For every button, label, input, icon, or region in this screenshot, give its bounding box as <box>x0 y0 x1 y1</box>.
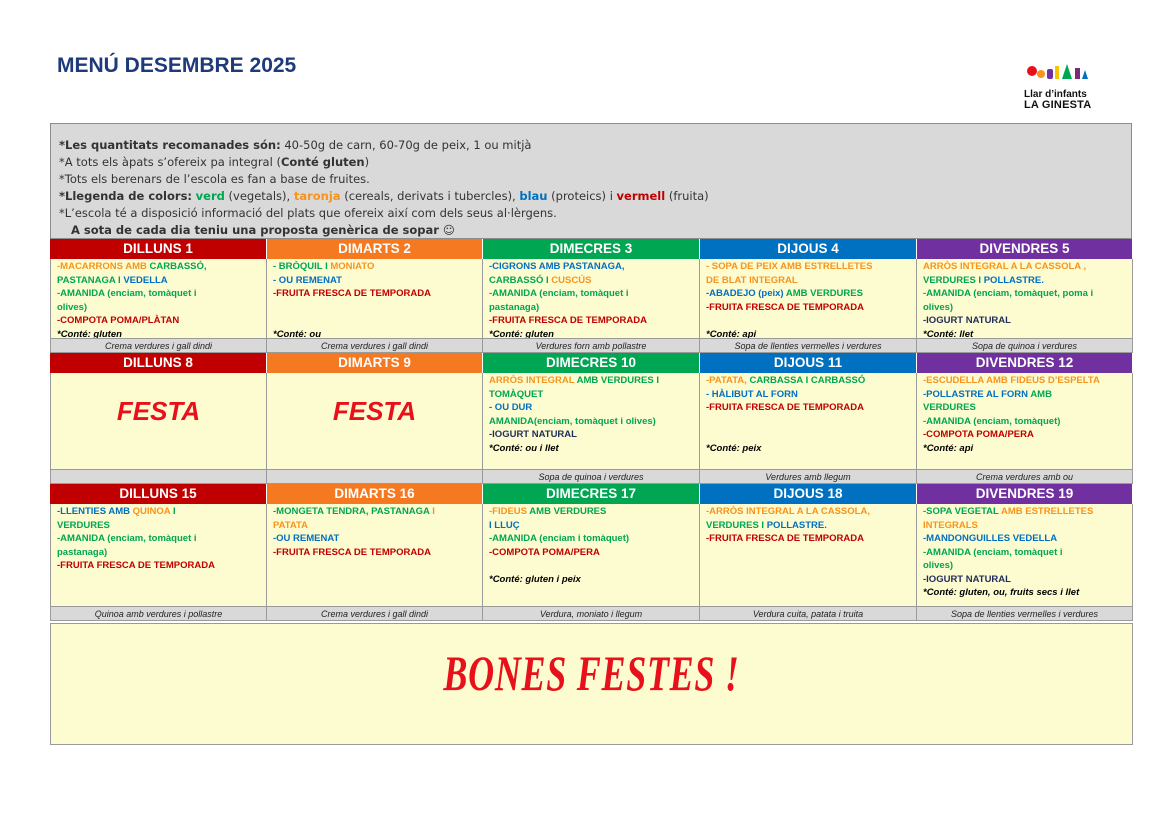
menu-text: -AMANIDA (enciam i tomàquet) <box>489 533 630 544</box>
menu-line <box>706 314 910 328</box>
menu-text: VERDURES <box>57 519 110 531</box>
note-snacks: *Tots els berenars de l’escola es fan a base de fruites. <box>59 172 370 186</box>
menu-text: -AMANIDA (enciam, tomàquet i <box>57 288 197 299</box>
menu-line <box>489 505 693 519</box>
day-header: DIJOUS 4 <box>700 239 917 259</box>
menu-line <box>706 415 910 429</box>
week-menu-row <box>50 504 1133 607</box>
menu-text: -COMPOTA POMA/PERA <box>923 429 1034 440</box>
menu-text: CARBASSÓ I <box>489 274 552 286</box>
menu-text: CARBASSA I CARBASSÓ <box>749 375 866 386</box>
menu-line <box>273 301 476 315</box>
menu-line <box>489 519 693 533</box>
menu-line <box>489 388 693 402</box>
menu-text: -CIGRONS AMB PASTANAGA, <box>489 261 625 272</box>
day-header: DILLUNS 15 <box>50 484 267 504</box>
menu-line <box>706 401 910 415</box>
menu-line <box>923 388 1126 402</box>
holiday-cell: FESTA <box>267 373 483 470</box>
menu-text: -ESCUDELLA AMB FIDEUS D’ESPELTA <box>923 375 1100 386</box>
allergen-note: *Conté: peix <box>706 442 762 454</box>
menu-text: PASTANAGA I <box>57 274 124 286</box>
allergen-note: *Conté: llet <box>923 328 974 339</box>
menu-text: -LLENTIES AMB <box>57 506 133 517</box>
supper-suggestion: Crema verdures i gall dindi <box>267 607 483 621</box>
menu-line <box>489 428 693 442</box>
menu-text: -AMANIDA (enciam, tomàquet, poma i <box>923 288 1094 299</box>
menu-text: AMB VERDURES <box>785 288 863 299</box>
menu-text: VERDURES <box>923 402 976 413</box>
logo-line1: Llar d’infants <box>1024 89 1087 100</box>
day-header: DIVENDRES 12 <box>917 353 1133 373</box>
menu-text: VERDURES I <box>706 519 767 531</box>
menu-text: INTEGRALS <box>923 519 978 531</box>
menu-line <box>489 260 693 274</box>
menu-text: CARBASSÓ, <box>149 261 207 272</box>
menu-text: POLLASTRE. <box>766 519 827 531</box>
note-quantities: *Les quantitats recomanades són: 40-50g de carn, 60-70g de peix, 1 ou mitjà <box>59 138 532 152</box>
menu-line <box>923 401 1126 415</box>
menu-text: olives) <box>923 560 954 571</box>
menu-text: PATATA <box>273 519 308 531</box>
menu-text: TOMÀQUET <box>489 388 544 400</box>
note-allergens: *L’escola té a disposició informació del plats que ofereix així com dels seus al·lèrgens. <box>59 206 557 220</box>
menu-text: AMB VERDURES <box>529 506 607 517</box>
day-header: DIJOUS 11 <box>700 353 917 373</box>
day-header: DIMARTS 9 <box>267 353 483 373</box>
menu-text: -ARRÒS INTEGRAL A LA CASSOLA, <box>706 506 870 517</box>
menu-line <box>706 287 910 301</box>
menu-line <box>273 274 476 288</box>
note-dinner: A sota de cada dia teniu una proposta genèrica de sopar ☺ <box>71 223 455 237</box>
day-menu-cell <box>483 504 700 607</box>
menu-line <box>57 260 260 274</box>
menu-text: -IOGURT NATURAL <box>923 573 1011 585</box>
menu-line <box>57 314 260 328</box>
menu-line <box>273 260 476 274</box>
menu-text: -COMPOTA POMA/PLÀTAN <box>57 315 180 326</box>
day-menu-cell <box>700 373 917 470</box>
menu-text: VERDURES I <box>923 274 984 286</box>
menu-line <box>923 519 1126 533</box>
menu-text: -POLLASTRE AL FORN <box>923 388 1031 400</box>
menu-text: -MACARRONS AMB <box>57 261 150 272</box>
supper-row <box>50 607 1133 621</box>
menu-text: -ABADEJO (peix) <box>706 288 786 299</box>
menu-line <box>706 388 910 402</box>
supper-suggestion <box>50 470 267 484</box>
menu-text: -FIDEUS <box>489 506 530 517</box>
supper-suggestion <box>267 470 483 484</box>
supper-suggestion: Quinoa amb verdures i pollastre <box>50 607 267 621</box>
menu-text: - OU DUR <box>489 402 533 413</box>
supper-suggestion: Verdures forn amb pollastre <box>483 339 700 353</box>
menu-line <box>923 260 1126 274</box>
menu-line <box>923 374 1126 388</box>
menu-text: -IOGURT NATURAL <box>489 429 577 440</box>
menu-text: -PATATA, <box>706 375 750 386</box>
menu-line <box>923 274 1126 288</box>
school-logo <box>1022 60 1112 90</box>
menu-text: -AMANIDA (enciam, tomàquet i <box>923 546 1063 558</box>
menu-line <box>489 546 693 560</box>
menu-line <box>706 428 910 442</box>
menu-line <box>273 314 476 328</box>
menu-line <box>923 301 1126 315</box>
menu-line <box>706 301 910 315</box>
menu-text: -IOGURT NATURAL <box>923 315 1011 326</box>
menu-line <box>923 287 1126 301</box>
day-header: DIMECRES 17 <box>483 484 700 504</box>
week-menu-row <box>50 259 1133 339</box>
day-header: DIMARTS 16 <box>267 484 483 504</box>
menu-text: ARRÒS INTEGRAL <box>489 375 577 386</box>
day-header: DIMECRES 10 <box>483 353 700 373</box>
supper-row <box>50 339 1133 353</box>
note-legend: *Llegenda de colors: verd (vegetals), taronja (cereals, derivats i tubercles), blau (proteics) i vermell (fruita) <box>59 189 709 203</box>
day-header: DILLUNS 8 <box>50 353 267 373</box>
menu-line <box>57 519 260 533</box>
menu-line <box>489 415 693 429</box>
menu-text: AMB VERDURES I <box>576 375 659 386</box>
menu-text: -FRUITA FRESCA DE TEMPORADA <box>273 288 431 299</box>
menu-line <box>923 559 1126 573</box>
menu-line <box>706 532 910 546</box>
menu-text: ARRÒS INTEGRAL A LA CASSOLA , <box>923 261 1087 272</box>
day-header: DIVENDRES 5 <box>917 239 1133 259</box>
supper-row <box>50 470 1133 484</box>
supper-suggestion: Sopa de llenties vermelles i verdures <box>917 607 1133 621</box>
menu-line <box>273 546 476 560</box>
day-header: DILLUNS 1 <box>50 239 267 259</box>
day-menu-cell <box>917 373 1133 470</box>
menu-line <box>57 532 260 546</box>
day-menu-cell <box>50 259 267 339</box>
day-menu-cell <box>700 259 917 339</box>
bones-festes-text: BONES FESTES ! <box>443 645 740 701</box>
supper-suggestion: Sopa de quinoa i verdures <box>917 339 1133 353</box>
menu-line <box>57 274 260 288</box>
menu-line <box>706 519 910 533</box>
menu-text: AMANIDA(enciam, tomàquet i olives) <box>489 415 656 427</box>
menu-text: I LLUÇ <box>489 519 520 531</box>
menu-line <box>57 301 260 315</box>
menu-text: pastanaga) <box>489 301 540 313</box>
menu-text: -COMPOTA POMA/PERA <box>489 546 600 558</box>
school-logo-text <box>1024 89 1091 111</box>
menu-text: VEDELLA <box>123 274 168 286</box>
allergen-note: *Conté: api <box>923 442 974 454</box>
day-header: DIJOUS 18 <box>700 484 917 504</box>
menu-text: I <box>172 506 176 517</box>
supper-suggestion: Sopa de llenties vermelles i verdures <box>700 339 917 353</box>
menu-line <box>923 573 1126 587</box>
note-bread: *A tots els àpats s’ofereix pa integral (Conté gluten) <box>59 155 370 169</box>
menu-text: olives) <box>923 301 954 313</box>
allergen-note: *Conté: gluten <box>57 328 122 339</box>
menu-text: CUSCÚS <box>551 274 592 286</box>
menu-text: -AMANIDA (enciam, tomàquet) <box>923 415 1061 427</box>
logo-line2: LA GINESTA <box>1024 99 1092 111</box>
menu-text: pastanaga) <box>57 546 108 558</box>
menu-line <box>706 260 910 274</box>
menu-line <box>57 559 260 573</box>
supper-suggestion: Crema verdures i gall dindi <box>50 339 267 353</box>
day-menu-cell <box>483 259 700 339</box>
menu-line <box>57 287 260 301</box>
menu-text: AMB <box>1030 388 1052 400</box>
menu-text: - OU REMENAT <box>273 274 342 286</box>
week-header-row <box>50 353 1133 373</box>
supper-suggestion: Verdures amb llegum <box>700 470 917 484</box>
footer-banner <box>50 623 1133 745</box>
menu-line <box>706 374 910 388</box>
menu-text: -MONGETA TENDRA, PASTANAGA <box>273 506 433 517</box>
menu-text: - SOPA DE PEIX AMB ESTRELLETES <box>706 261 873 272</box>
menu-line <box>57 505 260 519</box>
week-header-row <box>50 239 1133 259</box>
menu-text: - HÀLIBUT AL FORN <box>706 388 798 400</box>
allergen-note: *Conté: ou <box>273 328 322 339</box>
allergen-note: *Conté: gluten, ou, fruits secs i llet <box>923 587 1080 598</box>
menu-line <box>706 546 910 560</box>
supper-suggestion: Verdura, moniato i llegum <box>483 607 700 621</box>
menu-line <box>489 314 693 328</box>
menu-text: -FRUITA FRESCA DE TEMPORADA <box>706 301 864 313</box>
menu-text: -FRUITA FRESCA DE TEMPORADA <box>273 546 431 558</box>
day-menu-cell <box>917 259 1133 339</box>
menu-line <box>489 559 693 573</box>
menu-line <box>923 546 1126 560</box>
menu-text: DE BLAT INTEGRAL <box>706 274 798 286</box>
day-header: DIVENDRES 19 <box>917 484 1133 504</box>
menu-text: -FRUITA FRESCA DE TEMPORADA <box>57 560 215 571</box>
menu-line <box>57 546 260 560</box>
day-menu-cell <box>483 373 700 470</box>
menu-grid <box>50 239 1133 621</box>
menu-line <box>706 559 910 573</box>
menu-line <box>706 505 910 519</box>
week-header-row <box>50 484 1133 504</box>
menu-line <box>923 314 1126 328</box>
menu-text: MONIATO <box>330 261 375 272</box>
menu-text: -MANDONGUILLES VEDELLA <box>923 533 1058 544</box>
menu-text: AMB ESTRELLETES <box>1000 506 1094 517</box>
day-header: DIMECRES 3 <box>483 239 700 259</box>
menu-line <box>923 428 1126 442</box>
menu-text: -FRUITA FRESCA DE TEMPORADA <box>706 402 864 413</box>
allergen-note: *Conté: gluten <box>489 328 554 339</box>
menu-line <box>489 287 693 301</box>
menu-text: I <box>432 506 435 517</box>
day-menu-cell <box>267 259 483 339</box>
menu-line <box>273 532 476 546</box>
week-menu-row <box>50 373 1133 470</box>
menu-line <box>489 401 693 415</box>
menu-line <box>706 274 910 288</box>
menu-text: -OU REMENAT <box>273 533 340 544</box>
menu-line <box>273 519 476 533</box>
menu-text: -AMANIDA (enciam, tomàquet i <box>57 533 197 544</box>
menu-line <box>923 532 1126 546</box>
menu-text: POLLASTRE. <box>983 274 1044 286</box>
holiday-cell: FESTA <box>50 373 267 470</box>
day-menu-cell <box>917 504 1133 607</box>
day-header: DIMARTS 2 <box>267 239 483 259</box>
notes-box <box>50 123 1132 239</box>
menu-line <box>273 287 476 301</box>
menu-line <box>923 505 1126 519</box>
menu-text: olives) <box>57 301 88 313</box>
menu-line <box>273 505 476 519</box>
menu-line <box>489 532 693 546</box>
menu-text: QUINOA <box>132 506 173 517</box>
day-menu-cell <box>50 504 267 607</box>
allergen-note: *Conté: ou i llet <box>489 442 559 454</box>
menu-line <box>489 374 693 388</box>
menu-text: - BRÒQUIL I <box>273 261 331 272</box>
menu-text: -SOPA VEGETAL <box>923 506 1001 517</box>
page-title: MENÚ DESEMBRE 2025 <box>57 54 297 77</box>
menu-line <box>923 415 1126 429</box>
day-menu-cell <box>700 504 917 607</box>
supper-suggestion: Crema verdures amb ou <box>917 470 1133 484</box>
day-menu-cell <box>267 504 483 607</box>
menu-line <box>489 274 693 288</box>
allergen-note: *Conté: api <box>706 328 757 339</box>
menu-text: -AMANIDA (enciam, tomàquet i <box>489 288 629 299</box>
menu-line <box>273 559 476 573</box>
menu-line <box>489 301 693 315</box>
menu-text: -FRUITA FRESCA DE TEMPORADA <box>706 533 864 544</box>
supper-suggestion: Sopa de quinoa i verdures <box>483 470 700 484</box>
supper-suggestion: Crema verdures i gall dindi <box>267 339 483 353</box>
menu-text: -FRUITA FRESCA DE TEMPORADA <box>489 315 647 326</box>
allergen-note: *Conté: gluten i peix <box>489 573 581 585</box>
supper-suggestion: Verdura cuita, patata i truita <box>700 607 917 621</box>
